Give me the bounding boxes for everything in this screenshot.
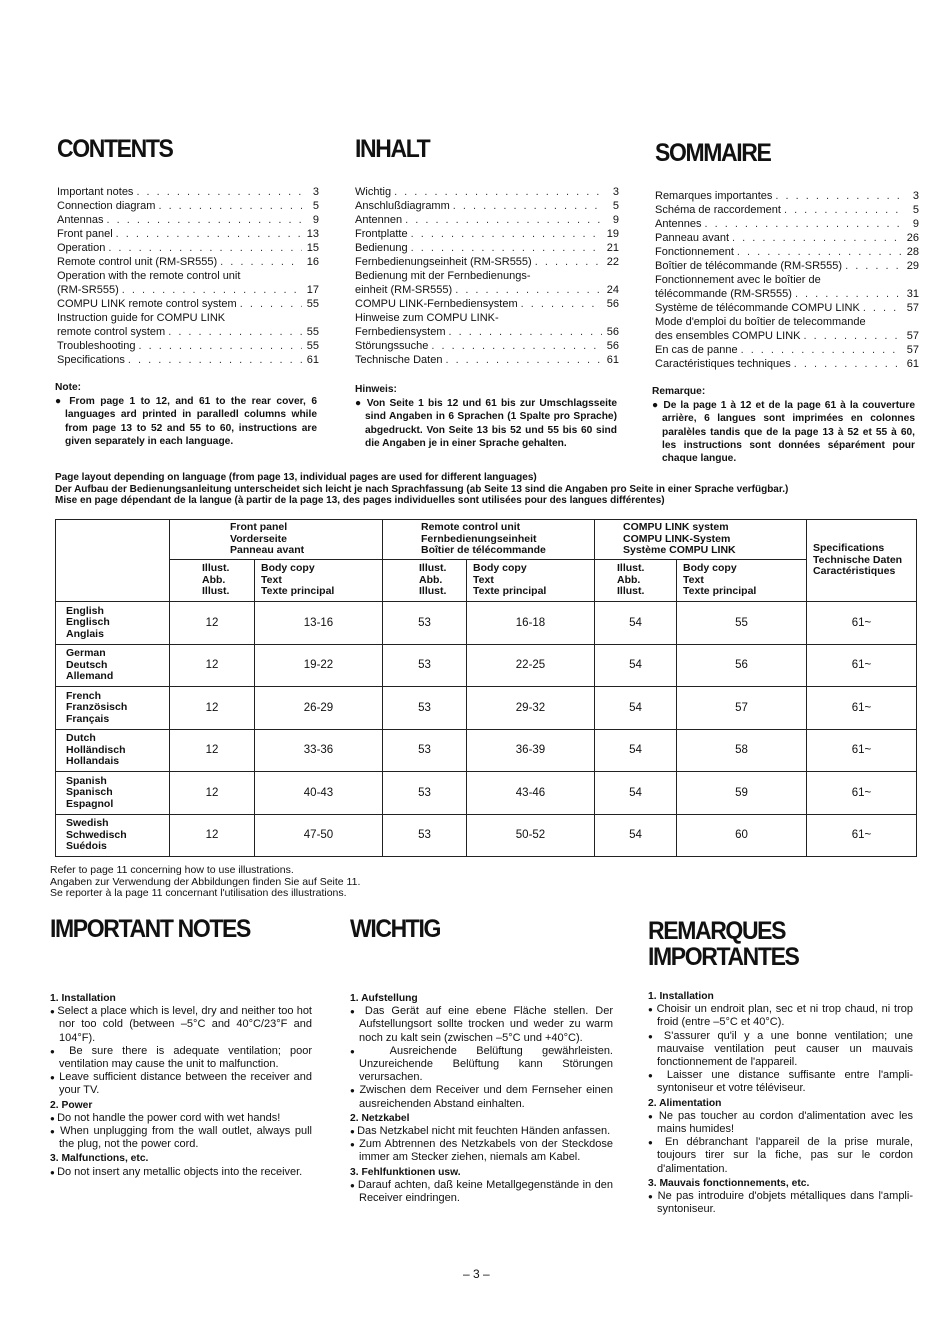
toc-entry-page: 5 [612,200,619,212]
toc-entry-page: 24 [606,284,619,296]
page-range-cell: 61~ [807,644,917,687]
page-range-cell: 13-16 [255,602,383,645]
table-row [56,814,917,857]
toc-leader-dots [445,353,602,367]
toc-entry-label: Wichtig [355,186,392,198]
language-cell: Dutch Holländisch Hollandais [56,729,170,772]
toc-leader-dots [775,189,902,203]
toc-leader-dots [784,203,902,217]
toc-entry [57,325,319,339]
toc-entry-label: Frontplatte [355,228,408,240]
toc-entry [57,185,319,199]
toc-entry [655,301,919,315]
toc-entry [655,259,919,273]
toc-leader-dots [138,339,302,353]
page-range-cell: 60 [677,814,807,857]
toc-entry-page: 28 [906,246,919,258]
page-range-cell: 53 [383,644,467,687]
table-corner-cell [56,520,170,602]
inhalt-list [355,185,619,367]
toc-leader-dots [116,227,302,241]
toc-leader-dots [795,287,902,301]
toc-entry-label: des ensembles COMPU LINK [655,330,801,342]
toc-leader-dots [411,241,602,255]
table-row [56,772,917,815]
toc-leader-dots [108,241,302,255]
toc-entry-label: COMPU LINK remote control system [57,298,237,310]
page-range-cell: 12 [170,814,255,857]
toc-entry-label: Anschlußdiagramm [355,200,450,212]
page-range-cell: 53 [383,814,467,857]
toc-entry [655,315,919,329]
toc-entry-label: Panneau avant [655,232,730,244]
toc-entry-page: 21 [606,242,619,254]
bullet-item: ● Be sure there is adequate ventilation; poor ventilation may cause the unit to malfunction. [50,1045,312,1071]
page-range-cell: 12 [170,644,255,687]
toc-entry [355,213,619,227]
page-range-cell: 57 [677,687,807,730]
bullet-item: ● Das Netzkabel nicht mit feuchten Händen anfassen. [350,1125,613,1138]
layout-line-de: Der Aufbau der Bedienungsanleitung unterscheidet sich leicht je nach Sprachfassung (ab Seite 13 sind die Angaben pro Seite in einer Sprache verfügbar.) [55,483,789,495]
toc-leader-dots [220,255,302,269]
bullet-item: ● S'assurer qu'il y a une bonne ventilation; une mauvaise ventilation peut causer un mauvais fonctionnement de l'appareil. [648,1030,913,1070]
toc-leader-dots [704,217,902,231]
page-range-cell: 54 [595,729,677,772]
toc-entry-label: télécommande (RM-SR555) [655,288,792,300]
important-notes-title-line-2: IMPORTANTES [648,943,799,971]
bullet-item: ● Das Gerät auf eine ebene Fläche stellen. Der Aufstellungsort sollte trocken und weder zu warm noch zu kalt sein (zwischen –5°C und +40°C). [350,1005,613,1045]
toc-leader-dots [405,213,602,227]
language-cell: Spanish Spanisch Espagnol [56,772,170,815]
toc-entry-label: Hinweise zum COMPU LINK- [355,312,499,324]
toc-entry-page: 61 [306,354,319,366]
ref-fr: Se reporter à la page 11 concernant l'utilisation des illustrations. [50,887,347,899]
toc-entry [57,311,319,325]
note-heading: Note: [55,382,82,393]
toc-entry [655,245,919,259]
page-range-cell: 29-32 [467,687,595,730]
important-notes-en [50,916,312,1179]
layout-line-en: Page layout depending on language (from page 13, individual pages are used for different languages) [55,472,537,483]
toc-entry [57,339,319,353]
page-range-cell: 53 [383,729,467,772]
toc-entry-label: Remarques importantes [655,190,773,202]
bullet-item: ● When unplugging from the wall outlet, always pull the plug, not the power cord. [50,1125,312,1151]
toc-entry-label: Système de télécommande COMPU LINK [655,302,860,314]
table-row [56,602,917,645]
toc-leader-dots [741,343,902,357]
sub-header-body-copy: Body copy Text Texte principal [677,560,807,602]
bullet-item: ● Do not handle the power cord with wet hands! [50,1112,312,1125]
page-range-cell: 58 [677,729,807,772]
toc-leader-dots [240,297,302,311]
table-row [56,729,917,772]
toc-entry-label: Antennas [57,214,104,226]
toc-entry-page: 9 [612,214,619,226]
bullet-item: ● Zum Abtrennen des Netzkabels von der Steckdose immer am Stecker ziehen, niemals am Kabel. [350,1138,613,1164]
toc-leader-dots [455,283,602,297]
toc-entry [355,353,619,367]
page-range-cell: 53 [383,687,467,730]
toc-entry [355,311,619,325]
toc-leader-dots [128,353,302,367]
toc-entry [57,297,319,311]
important-notes-title-line-1: REMARQUES [648,917,786,945]
toc-entry [355,325,619,339]
bullet-item: ● Darauf achten, daß keine Metallgegenstände in den Receiver eindringen. [350,1179,613,1205]
page-range-cell: 12 [170,687,255,730]
toc-entry-label: Operation [57,242,106,254]
toc-leader-dots [431,339,602,353]
page-range-cell: 36-39 [467,729,595,772]
toc-entry-page: 22 [606,256,619,268]
toc-entry-page: 61 [606,354,619,366]
page-range-cell: 61~ [807,772,917,815]
toc-entry-label: Caractéristiques techniques [655,358,791,370]
sub-header-body-copy: Body copy Text Texte principal [255,560,383,602]
page-range-cell: 16-18 [467,602,595,645]
sommaire-note [652,385,915,465]
layout-description [55,472,788,507]
contents-list [57,185,319,367]
toc-leader-dots [845,259,902,273]
section-heading: 1. Aufstellung [350,993,418,1004]
bullet-item: ● Zwischen dem Receiver und dem Fernseher einen ausreichenden Abstand einhalten. [350,1084,613,1110]
toc-entry-label: Remote control unit (RM-SR555) [57,256,218,268]
toc-entry [57,283,319,297]
toc-entry-label: COMPU LINK-Fernbediensystem [355,298,518,310]
toc-entry-page: 31 [906,288,919,300]
toc-entry-label: Fernbedienungseinheit (RM-SR555) [355,256,532,268]
toc-leader-dots [737,245,902,259]
important-notes-title: IMPORTANT NOTES [50,915,250,943]
page-range-cell: 12 [170,729,255,772]
page-range-cell: 61~ [807,687,917,730]
note-heading: Remarque: [652,386,706,397]
page-range-cell: 59 [677,772,807,815]
toc-entry-label: Boîtier de télécommande (RM-SR555) [655,260,843,272]
inhalt-column [355,136,619,367]
section-heading: 3. Malfunctions, etc. [50,1153,149,1165]
page-range-cell: 54 [595,687,677,730]
sub-header-illust: Illust. Abb. Illust. [595,560,677,602]
page-layout-table [55,519,917,857]
table-row [56,644,917,687]
toc-entry-page: 29 [906,260,919,272]
toc-entry-label: Fonctionnement [655,246,734,258]
toc-entry [655,357,919,371]
bullet-item: ● Select a place which is level, dry and neither too hot nor too cold (between –5°C and 40°C/23°F and 104°F). [50,1005,312,1045]
toc-entry-page: 57 [906,302,919,314]
toc-entry-page: 55 [306,340,319,352]
page-range-cell: 22-25 [467,644,595,687]
important-notes-title: WICHTIG [350,915,441,943]
page-range-cell: 19-22 [255,644,383,687]
toc-leader-dots [794,357,902,371]
ref-en: Refer to page 11 concerning how to use illustrations. [50,864,294,876]
toc-entry-label: Front panel [57,228,113,240]
toc-entry [355,241,619,255]
toc-entry-page: 26 [906,232,919,244]
page-number: – 3 – [463,1267,490,1281]
toc-leader-dots [535,255,602,269]
page-range-cell: 61~ [807,729,917,772]
page-range-cell: 12 [170,602,255,645]
important-notes-de [350,916,613,1205]
page-range-cell: 54 [595,644,677,687]
bullet-item: ● Ne pas toucher au cordon d'alimentation avec les mains humides! [648,1110,913,1136]
illustration-references [50,865,360,900]
toc-entry [655,231,919,245]
toc-entry [57,255,319,269]
toc-entry [355,339,619,353]
toc-entry [655,189,919,203]
toc-leader-dots [804,329,903,343]
section-heading: 3. Mauvais fonctionnements, etc. [648,1177,810,1189]
language-cell: English Englisch Anglais [56,602,170,645]
section-heading: 1. Installation [50,993,116,1004]
inhalt-title: INHALT [355,135,430,163]
toc-entry-page: 56 [606,298,619,310]
toc-entry [355,269,619,283]
layout-line-fr: Mise en page dépendant de la langue (à partir de la page 13, des pages individuelles sont utilisées pour des langues différentes) [55,495,665,506]
bullet-item: ● Choisir un endroit plan, sec et ni trop chaud, ni trop froid (entre –5°C et 40°C). [648,1003,913,1029]
toc-entry [355,283,619,297]
section-heading: 2. Power [50,1099,93,1111]
toc-entry [57,241,319,255]
ref-de: Angaben zur Verwendung der Abbildungen finden Sie auf Seite 11. [50,875,361,888]
page-range-cell: 33-36 [255,729,383,772]
toc-entry [57,227,319,241]
toc-entry-page: 3 [912,190,919,202]
toc-entry-page: 57 [906,330,919,342]
toc-entry [655,287,919,301]
bullet-item: ● Ne pas introduire d'objets métalliques dans l'ampli-syntoniseur. [648,1190,913,1216]
section-heading: 2. Netzkabel [350,1112,410,1124]
toc-entry-page: 15 [306,242,319,254]
page-range-cell: 53 [383,772,467,815]
toc-entry-page: 56 [606,326,619,338]
language-cell: French Französisch Français [56,687,170,730]
toc-entry-label: Schéma de raccordement [655,204,781,216]
page-range-cell: 12 [170,772,255,815]
toc-entry-page: 3 [312,186,319,198]
toc-entry-label: Connection diagram [57,200,156,212]
toc-entry-page: 61 [906,358,919,370]
page-range-cell: 47-50 [255,814,383,857]
toc-entry [355,255,619,269]
page-range-cell: 54 [595,602,677,645]
page-range-cell: 56 [677,644,807,687]
group-header-compu-link: COMPU LINK system COMPU LINK-System Système COMPU LINK [595,520,807,560]
contents-column [57,136,319,367]
note-body: ● De la page 1 à 12 et de la page 61 à la couverture arrière, 6 langues sont imprimées en colonnes paralèles tandis que de la page 13 à 52 et 55 à 60, les instructions sont données séparément pour chaque langue. [652,400,916,465]
toc-entry-page: 55 [306,326,319,338]
toc-entry-label: einheit (RM-SR555) [355,284,453,296]
toc-entry-label: Important notes [57,186,134,198]
toc-entry-label: Mode d'emploi du boîtier de telecommande [655,316,866,328]
page-range-cell: 61~ [807,814,917,857]
toc-leader-dots [394,185,602,199]
toc-entry-label: (RM-SR555) [57,284,119,296]
toc-entry-label: Störungssuche [355,340,429,352]
toc-entry-page: 17 [306,284,319,296]
toc-entry-page: 9 [912,218,919,230]
note-heading: Hinweis: [355,384,397,395]
toc-entry [355,297,619,311]
language-cell: Swedish Schwedisch Suédois [56,814,170,857]
toc-leader-dots [449,325,603,339]
note-body: ● From page 1 to 12, and 61 to the rear cover, 6 languages ard printed in paralledl columns while from page 13 to 52 and 55 to 60, instructions are given separately in each language. [55,396,318,447]
toc-entry [355,199,619,213]
specifications-header: Specifications Technische Daten Caractéristiques [807,520,917,602]
page-range-cell: 50-52 [467,814,595,857]
toc-entry-page: 19 [606,228,619,240]
toc-entry-label: Troubleshooting [57,340,136,352]
page-range-cell: 26-29 [255,687,383,730]
toc-entry-page: 5 [312,200,319,212]
section-heading: 1. Installation [648,991,714,1002]
table-row [56,687,917,730]
toc-entry-label: remote control system [57,326,166,338]
page-range-cell: 43-46 [467,772,595,815]
toc-entry-label: Fonctionnement avec le boîtier de [655,274,821,286]
toc-entry-label: Bedienung mit der Fernbedienungs- [355,270,531,282]
toc-leader-dots [863,301,902,315]
toc-entry-label: Antennen [355,214,403,226]
toc-entry-label: Operation with the remote control unit [57,270,241,282]
section-heading: 3. Fehlfunktionen usw. [350,1166,461,1178]
page-range-cell: 53 [383,602,467,645]
page-range-cell: 61~ [807,602,917,645]
toc-entry-page: 13 [306,228,319,240]
toc-entry [655,329,919,343]
toc-leader-dots [158,199,302,213]
toc-entry [57,199,319,213]
toc-leader-dots [453,199,602,213]
toc-leader-dots [168,325,302,339]
toc-entry-label: Antennes [655,218,702,230]
section-heading: 2. Alimentation [648,1097,722,1109]
page-range-cell: 54 [595,814,677,857]
important-notes-fr [648,918,913,1216]
toc-entry-page: 5 [912,204,919,216]
contents-title: CONTENTS [57,135,173,163]
contents-note [55,381,317,448]
sub-header-body-copy: Body copy Text Texte principal [467,560,595,602]
toc-entry-page: 56 [606,340,619,352]
toc-entry-page: 57 [906,344,919,356]
toc-entry-page: 9 [312,214,319,226]
toc-entry [355,185,619,199]
toc-leader-dots [136,185,302,199]
toc-entry [655,217,919,231]
bullet-item: ● Laisser une distance suffisante entre l'ampli-syntoniseur et votre téléviseur. [648,1069,913,1095]
sub-header-illust: Illust. Abb. Illust. [170,560,255,602]
toc-leader-dots [521,297,602,311]
toc-entry [655,343,919,357]
group-header-front-panel: Front panel Vorderseite Panneau avant [170,520,383,560]
toc-entry [57,353,319,367]
toc-entry [655,203,919,217]
inhalt-note [355,383,617,450]
toc-entry [355,227,619,241]
toc-entry-label: En cas de panne [655,344,738,356]
language-cell: German Deutsch Allemand [56,644,170,687]
toc-entry-label: Technische Daten [355,354,443,366]
sommaire-list [655,189,919,371]
bullet-item: ● Leave sufficient distance between the receiver and your TV. [50,1071,312,1097]
toc-entry-label: Bedienung [355,242,408,254]
toc-entry [57,213,319,227]
toc-entry-label: Specifications [57,354,125,366]
toc-leader-dots [122,283,302,297]
toc-entry-page: 16 [306,256,319,268]
toc-leader-dots [106,213,302,227]
sommaire-title: SOMMAIRE [655,139,771,167]
table-body [56,602,917,857]
toc-entry [655,273,919,287]
bullet-item: ● Ausreichende Belüftung gewährleisten. Unzureichende Belüftung kann Störungen verursachen. [350,1045,613,1085]
page-range-cell: 54 [595,772,677,815]
toc-leader-dots [411,227,602,241]
sommaire-column [655,140,919,371]
toc-leader-dots [732,231,902,245]
toc-entry-label: Fernbediensystem [355,326,446,338]
page-range-cell: 55 [677,602,807,645]
group-header-remote-control: Remote control unit Fernbedienungseinheit Boîtier de télécommande [383,520,595,560]
toc-entry-page: 55 [306,298,319,310]
page-range-cell: 40-43 [255,772,383,815]
sub-header-row [56,560,917,602]
note-body: ● Von Seite 1 bis 12 und 61 bis zur Umschlagsseite sind Angaben in 6 Sprachen (1 Spalte pro Sprache) abgedruckt. Von Seite 13 bis 52 und 55 bis 60 sind die Angaben je in einer Sprache gehalten. [355,398,618,449]
sub-header-illust: Illust. Abb. Illust. [383,560,467,602]
toc-entry [57,269,319,283]
toc-entry-label: Instruction guide for COMPU LINK [57,312,226,324]
toc-entry-page: 3 [612,186,619,198]
bullet-item: ● Do not insert any metallic objects into the receiver. [50,1166,312,1179]
bullet-item: ● En débranchant l'appareil de la prise murale, toujours tirer sur la fiche, pas sur le cordon d'alimentation. [648,1136,913,1176]
